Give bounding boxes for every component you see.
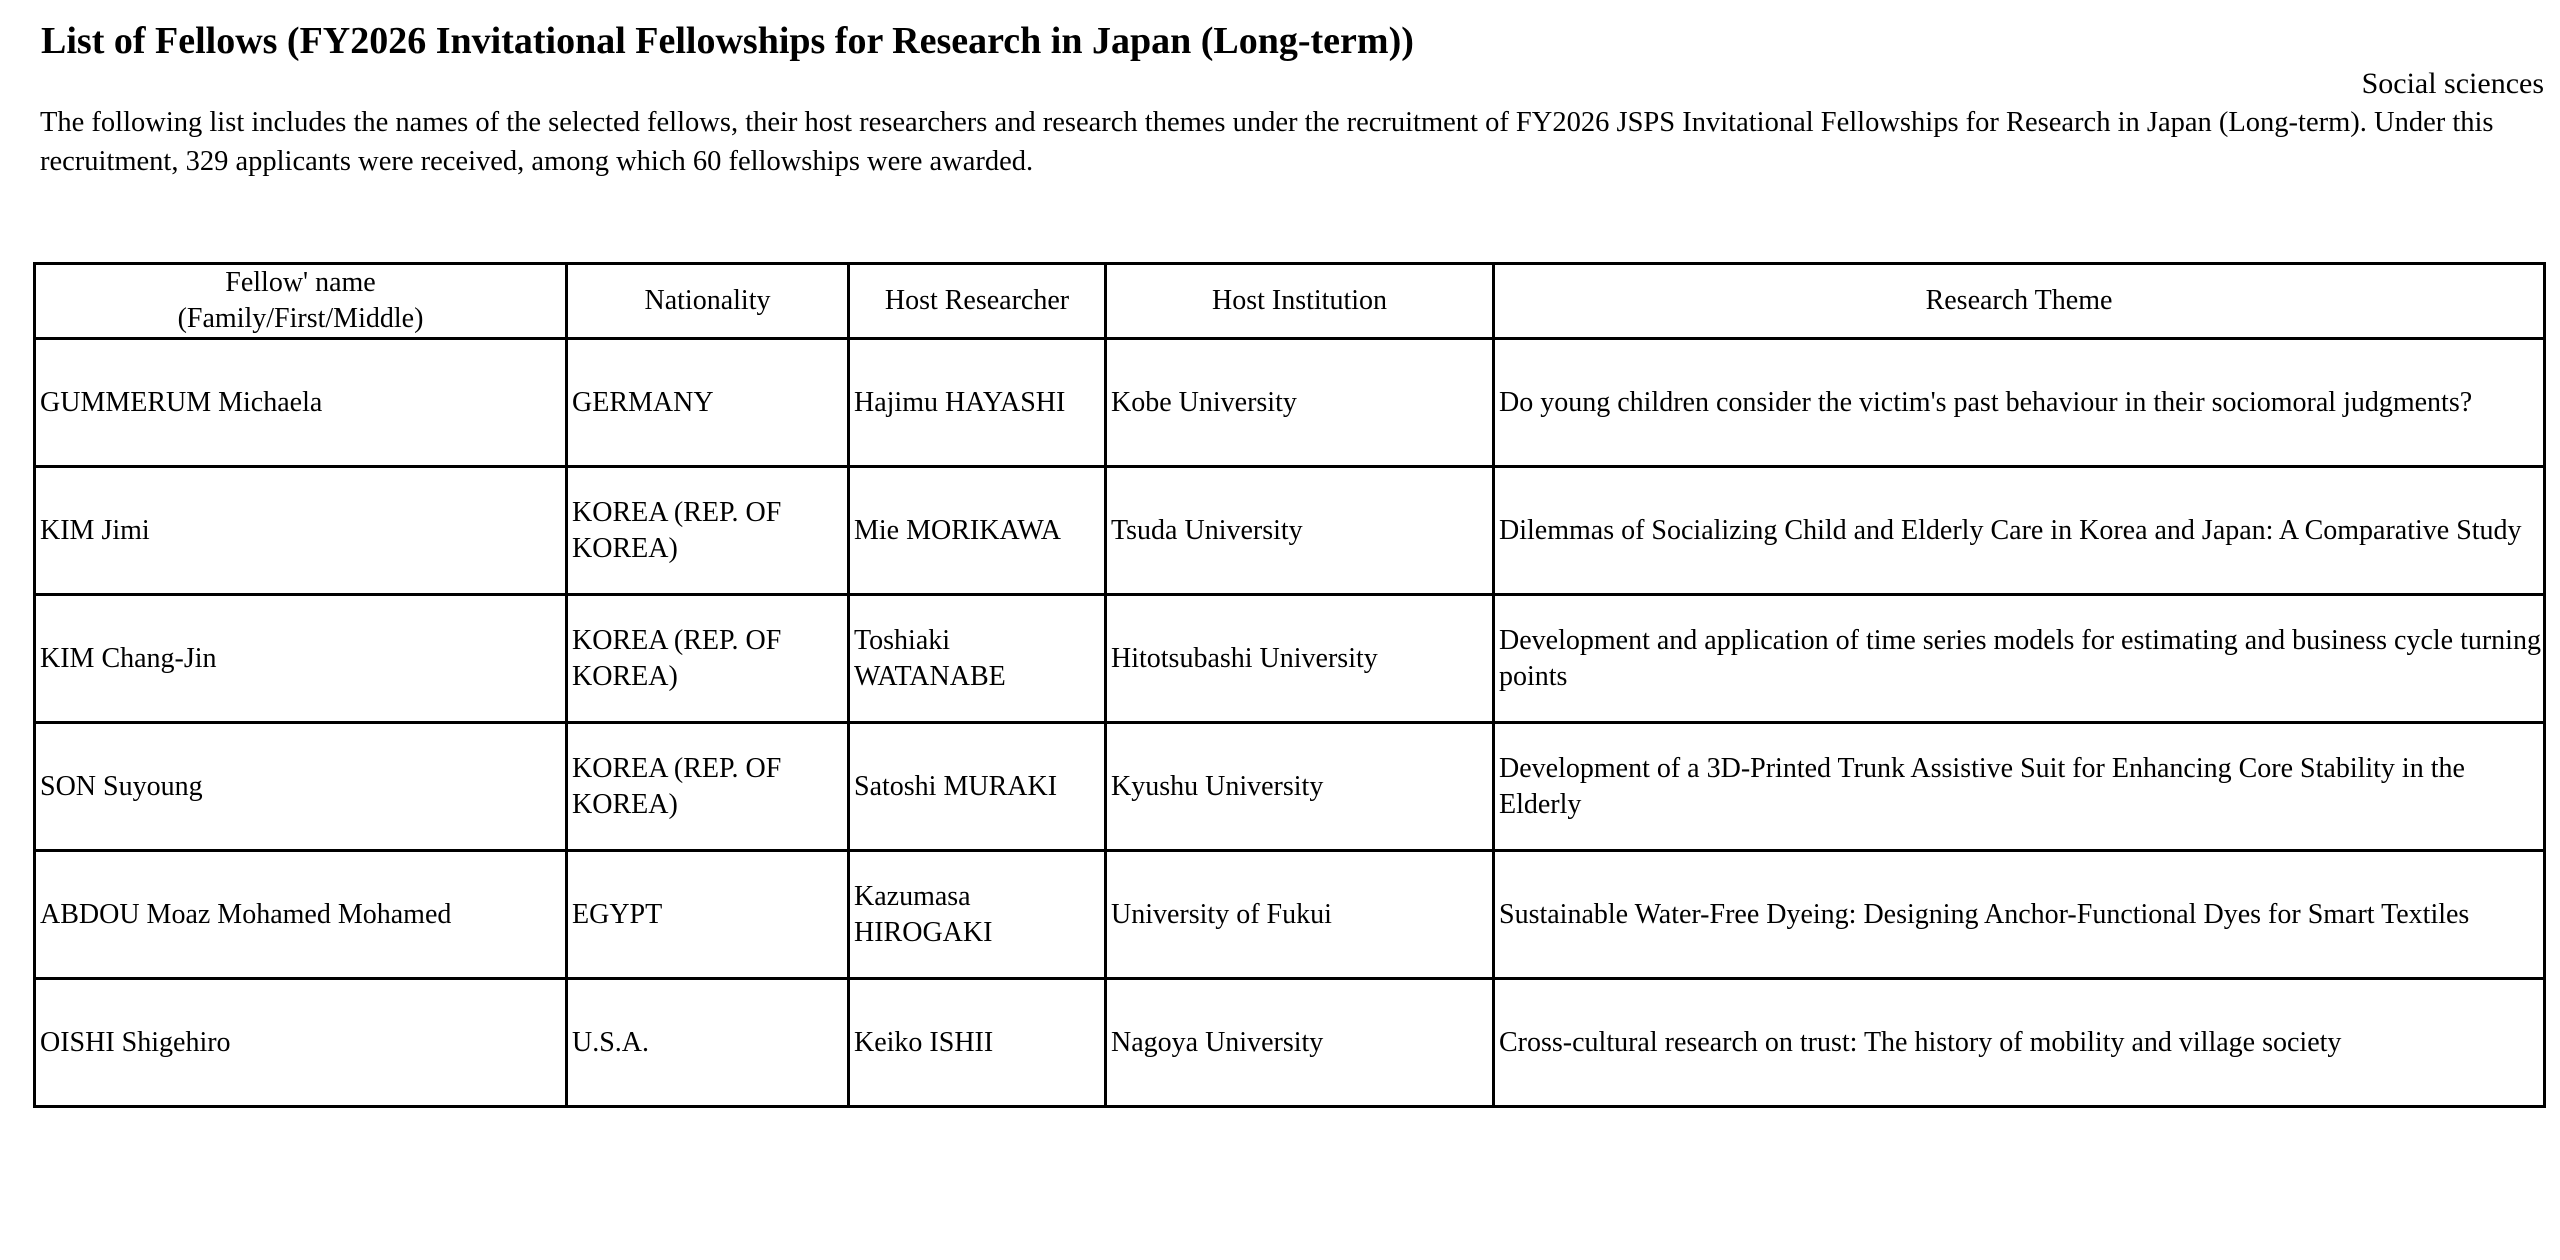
cell-host-researcher: Satoshi MURAKI [849, 723, 1106, 851]
column-header-nationality: Nationality [567, 264, 849, 339]
cell-name: KIM Jimi [35, 467, 567, 595]
column-header-name-line2: (Family/First/Middle) [177, 303, 424, 334]
table-row [35, 595, 2545, 723]
cell-host-researcher: Keiko ISHII [849, 979, 1106, 1107]
column-header-name [35, 264, 567, 339]
cell-nationality: KOREA (REP. OF KOREA) [567, 467, 849, 595]
fellows-table [33, 262, 2546, 1108]
table-row [35, 851, 2545, 979]
cell-research-theme: Development of a 3D-Printed Trunk Assistive Suit for Enhancing Core Stability in the Elderly [1494, 723, 2545, 851]
cell-research-theme: Sustainable Water-Free Dyeing: Designing Anchor-Functional Dyes for Smart Textiles [1494, 851, 2545, 979]
table-row [35, 979, 2545, 1107]
cell-nationality: KOREA (REP. OF KOREA) [567, 595, 849, 723]
cell-nationality: GERMANY [567, 339, 849, 467]
column-header-name-line1: Fellow' name [225, 267, 376, 298]
cell-host-institution: Hitotsubashi University [1106, 595, 1494, 723]
column-header-host-researcher: Host Researcher [849, 264, 1106, 339]
cell-host-researcher: Mie MORIKAWA [849, 467, 1106, 595]
cell-nationality: U.S.A. [567, 979, 849, 1107]
cell-host-institution: Kobe University [1106, 339, 1494, 467]
category-label: Social sciences [2361, 67, 2544, 100]
cell-name: SON Suyoung [35, 723, 567, 851]
cell-host-institution: Tsuda University [1106, 467, 1494, 595]
cell-name: ABDOU Moaz Mohamed Mohamed [35, 851, 567, 979]
table-row [35, 467, 2545, 595]
cell-host-researcher: Toshiaki WATANABE [849, 595, 1106, 723]
cell-name: KIM Chang-Jin [35, 595, 567, 723]
cell-name: OISHI Shigehiro [35, 979, 567, 1107]
cell-host-institution: Nagoya University [1106, 979, 1494, 1107]
cell-host-institution: University of Fukui [1106, 851, 1494, 979]
cell-research-theme: Development and application of time series models for estimating and business cycle turning points [1494, 595, 2545, 723]
page-title: List of Fellows (FY2026 Invitational Fellowships for Research in Japan (Long-term)) [41, 20, 1414, 62]
cell-research-theme: Cross-cultural research on trust: The history of mobility and village society [1494, 979, 2545, 1107]
cell-nationality: EGYPT [567, 851, 849, 979]
cell-name: GUMMERUM Michaela [35, 339, 567, 467]
column-header-research-theme: Research Theme [1494, 264, 2545, 339]
cell-host-researcher: Hajimu HAYASHI [849, 339, 1106, 467]
table-row [35, 339, 2545, 467]
cell-research-theme: Do young children consider the victim's past behaviour in their sociomoral judgments? [1494, 339, 2545, 467]
column-header-host-institution: Host Institution [1106, 264, 1494, 339]
intro-paragraph: The following list includes the names of the selected fellows, their host researchers and research themes under the recruitment of FY2026 JSPS Invitational Fellowships for Research in Japan (Long-term). Under this recruitment, 329 applicants were received, among which 60 fellowships were awarded. [40, 107, 2494, 177]
table-row [35, 723, 2545, 851]
cell-nationality: KOREA (REP. OF KOREA) [567, 723, 849, 851]
table-header-row [35, 264, 2545, 339]
cell-host-institution: Kyushu University [1106, 723, 1494, 851]
cell-research-theme: Dilemmas of Socializing Child and Elderly Care in Korea and Japan: A Comparative Study [1494, 467, 2545, 595]
cell-host-researcher: Kazumasa HIROGAKI [849, 851, 1106, 979]
